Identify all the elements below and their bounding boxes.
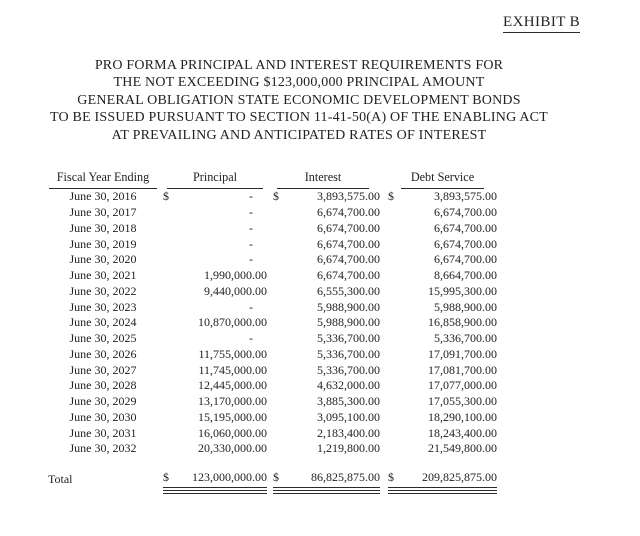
table-row bbox=[48, 378, 500, 394]
table-row bbox=[48, 362, 500, 378]
debt-service-value: 18,290,100.00 bbox=[428, 409, 497, 424]
fiscal-year-cell: June 30, 2024 bbox=[69, 315, 137, 330]
interest-cell bbox=[273, 315, 380, 330]
principal-cell bbox=[163, 252, 267, 267]
debt-service-cell bbox=[388, 300, 497, 315]
principal-value: 20,330,000.00 bbox=[198, 441, 267, 456]
table-row bbox=[48, 268, 500, 284]
total-label: Total bbox=[48, 471, 73, 486]
principal-cell bbox=[163, 237, 267, 252]
principal-cell bbox=[163, 363, 267, 378]
debt-service-value: 5,988,900.00 bbox=[434, 299, 497, 314]
interest-value: 5,336,700.00 bbox=[317, 362, 380, 377]
total-principal-cell bbox=[163, 470, 267, 494]
interest-value: 6,674,700.00 bbox=[317, 220, 380, 235]
table-row bbox=[48, 441, 500, 457]
fiscal-year-cell: June 30, 2028 bbox=[69, 378, 137, 393]
interest-value: 2,183,400.00 bbox=[317, 425, 380, 440]
principal-cell bbox=[163, 284, 267, 299]
fiscal-year-cell: June 30, 2016 bbox=[69, 189, 137, 204]
interest-cell bbox=[273, 300, 380, 315]
total-principal-value: 123,000,000.00 bbox=[192, 469, 267, 484]
title-line: GENERAL OBLIGATION STATE ECONOMIC DEVELOPMENT BONDS bbox=[77, 92, 521, 108]
column-header-debt-service: Debt Service bbox=[388, 170, 497, 187]
total-debt-service-cell bbox=[388, 470, 497, 494]
total-row bbox=[48, 470, 500, 494]
dollar-sign: $ bbox=[163, 469, 169, 484]
principal-value: 12,445,000.00 bbox=[198, 378, 267, 393]
interest-value: 6,674,700.00 bbox=[317, 268, 380, 283]
debt-service-cell bbox=[388, 237, 497, 252]
principal-cell bbox=[163, 300, 267, 315]
debt-service-value: 21,549,800.00 bbox=[428, 441, 497, 456]
principal-cell bbox=[163, 221, 267, 236]
debt-service-cell bbox=[388, 347, 497, 362]
fiscal-year-cell: June 30, 2027 bbox=[69, 362, 137, 377]
principal-value: 15,195,000.00 bbox=[198, 409, 267, 424]
interest-value: 6,555,300.00 bbox=[317, 283, 380, 298]
debt-service-value: 15,995,300.00 bbox=[428, 283, 497, 298]
interest-value: 6,674,700.00 bbox=[317, 252, 380, 267]
interest-cell bbox=[273, 237, 380, 252]
principal-value: - bbox=[249, 299, 253, 314]
interest-cell bbox=[273, 268, 380, 283]
table-row bbox=[48, 315, 500, 331]
fiscal-year-cell: June 30, 2029 bbox=[69, 394, 137, 409]
debt-service-table bbox=[48, 170, 500, 494]
debt-service-value: 18,243,400.00 bbox=[428, 425, 497, 440]
debt-service-cell bbox=[388, 378, 497, 393]
title-line: TO BE ISSUED PURSUANT TO SECTION 11-41-50(A) OF THE ENABLING ACT bbox=[50, 110, 548, 126]
interest-value: 5,988,900.00 bbox=[317, 315, 380, 330]
fiscal-year-cell: June 30, 2017 bbox=[69, 205, 137, 220]
interest-cell bbox=[273, 252, 380, 267]
column-header-interest: Interest bbox=[273, 170, 380, 187]
debt-service-value: 6,674,700.00 bbox=[434, 205, 497, 220]
debt-service-cell bbox=[388, 331, 497, 346]
debt-service-cell bbox=[388, 268, 497, 283]
debt-service-cell bbox=[388, 315, 497, 330]
interest-value: 5,336,700.00 bbox=[317, 346, 380, 361]
interest-value: 4,632,000.00 bbox=[317, 378, 380, 393]
debt-service-value: 17,055,300.00 bbox=[428, 394, 497, 409]
interest-value: 3,095,100.00 bbox=[317, 409, 380, 424]
interest-value: 3,893,575.00 bbox=[317, 189, 380, 204]
debt-service-value: 17,081,700.00 bbox=[428, 362, 497, 377]
table-row bbox=[48, 221, 500, 237]
fiscal-year-cell: June 30, 2030 bbox=[69, 409, 137, 424]
table-body bbox=[48, 189, 500, 457]
principal-value: 11,745,000.00 bbox=[198, 362, 267, 377]
fiscal-year-cell: June 30, 2020 bbox=[69, 252, 137, 267]
debt-service-value: 3,893,575.00 bbox=[434, 189, 497, 204]
principal-value: - bbox=[249, 331, 253, 346]
fiscal-year-cell: June 30, 2032 bbox=[69, 441, 137, 456]
double-rule bbox=[388, 490, 497, 494]
principal-cell bbox=[163, 441, 267, 456]
principal-cell bbox=[163, 331, 267, 346]
debt-service-value: 6,674,700.00 bbox=[434, 220, 497, 235]
principal-cell bbox=[163, 410, 267, 425]
principal-cell bbox=[163, 394, 267, 409]
principal-cell bbox=[163, 315, 267, 330]
fiscal-year-cell: June 30, 2022 bbox=[69, 283, 137, 298]
column-header-fiscal-year-ending: Fiscal Year Ending bbox=[48, 170, 158, 187]
title-line: PRO FORMA PRINCIPAL AND INTEREST REQUIREMENTS FOR bbox=[94, 58, 504, 73]
table-row bbox=[48, 410, 500, 426]
principal-cell bbox=[163, 378, 267, 393]
total-interest-cell bbox=[273, 470, 380, 494]
debt-service-value: 6,674,700.00 bbox=[434, 236, 497, 251]
table-header-row bbox=[48, 170, 500, 187]
dollar-sign: $ bbox=[273, 189, 279, 204]
debt-service-cell bbox=[388, 410, 497, 425]
interest-value: 1,219,800.00 bbox=[317, 441, 380, 456]
principal-cell bbox=[163, 205, 267, 220]
dollar-sign: $ bbox=[273, 469, 279, 484]
fiscal-year-cell: June 30, 2026 bbox=[69, 346, 137, 361]
interest-cell bbox=[273, 426, 380, 441]
fiscal-year-cell: June 30, 2025 bbox=[69, 331, 137, 346]
debt-service-cell bbox=[388, 394, 497, 409]
dollar-sign: $ bbox=[388, 189, 394, 204]
table-row bbox=[48, 299, 500, 315]
double-rule bbox=[273, 490, 380, 494]
column-header-principal: Principal bbox=[163, 170, 267, 187]
debt-service-cell bbox=[388, 221, 497, 236]
table-row bbox=[48, 425, 500, 441]
interest-cell bbox=[273, 363, 380, 378]
fiscal-year-cell: June 30, 2018 bbox=[69, 220, 137, 235]
interest-value: 6,674,700.00 bbox=[317, 236, 380, 251]
interest-value: 6,674,700.00 bbox=[317, 205, 380, 220]
debt-service-value: 17,091,700.00 bbox=[428, 346, 497, 361]
table-row bbox=[48, 189, 500, 205]
principal-value: 13,170,000.00 bbox=[198, 394, 267, 409]
principal-value: 10,870,000.00 bbox=[198, 315, 267, 330]
title-line: AT PREVAILING AND ANTICIPATED RATES OF INTEREST bbox=[111, 127, 487, 143]
principal-value: - bbox=[249, 220, 253, 235]
principal-cell bbox=[163, 426, 267, 441]
interest-cell bbox=[273, 378, 380, 393]
principal-value: 1,990,000.00 bbox=[204, 268, 267, 283]
principal-value: - bbox=[249, 189, 253, 204]
principal-value: 11,755,000.00 bbox=[198, 346, 267, 361]
interest-value: 3,885,300.00 bbox=[317, 394, 380, 409]
interest-cell bbox=[273, 394, 380, 409]
interest-cell bbox=[273, 441, 380, 456]
interest-cell bbox=[273, 284, 380, 299]
principal-value: - bbox=[249, 236, 253, 251]
document-title bbox=[0, 57, 598, 144]
double-rule bbox=[163, 490, 267, 494]
dollar-sign: $ bbox=[388, 469, 394, 484]
principal-value: 16,060,000.00 bbox=[198, 425, 267, 440]
table-row bbox=[48, 284, 500, 300]
total-interest-value: 86,825,875.00 bbox=[311, 469, 380, 484]
fiscal-year-cell: June 30, 2023 bbox=[69, 299, 137, 314]
interest-cell bbox=[273, 189, 380, 204]
interest-cell bbox=[273, 410, 380, 425]
exhibit-label: EXHIBIT B bbox=[503, 14, 580, 33]
fiscal-year-cell: June 30, 2031 bbox=[69, 425, 137, 440]
debt-service-value: 5,336,700.00 bbox=[434, 331, 497, 346]
debt-service-cell bbox=[388, 205, 497, 220]
interest-cell bbox=[273, 221, 380, 236]
debt-service-value: 16,858,900.00 bbox=[428, 315, 497, 330]
principal-cell bbox=[163, 268, 267, 283]
fiscal-year-cell: June 30, 2019 bbox=[69, 236, 137, 251]
principal-value: 9,440,000.00 bbox=[204, 283, 267, 298]
debt-service-cell bbox=[388, 426, 497, 441]
debt-service-cell bbox=[388, 363, 497, 378]
table-row bbox=[48, 394, 500, 410]
debt-service-value: 17,077,000.00 bbox=[428, 378, 497, 393]
title-line: THE NOT EXCEEDING $123,000,000 PRINCIPAL AMOUNT bbox=[113, 75, 485, 91]
debt-service-value: 6,674,700.00 bbox=[434, 252, 497, 267]
interest-value: 5,988,900.00 bbox=[317, 299, 380, 314]
debt-service-cell bbox=[388, 284, 497, 299]
fiscal-year-cell: June 30, 2021 bbox=[69, 268, 137, 283]
table-row bbox=[48, 252, 500, 268]
dollar-sign: $ bbox=[163, 189, 169, 204]
debt-service-cell bbox=[388, 252, 497, 267]
interest-cell bbox=[273, 205, 380, 220]
interest-value: 5,336,700.00 bbox=[317, 331, 380, 346]
table-row bbox=[48, 331, 500, 347]
principal-value: - bbox=[249, 205, 253, 220]
table-row bbox=[48, 205, 500, 221]
interest-cell bbox=[273, 331, 380, 346]
principal-cell bbox=[163, 189, 267, 204]
principal-cell bbox=[163, 347, 267, 362]
debt-service-cell bbox=[388, 189, 497, 204]
interest-cell bbox=[273, 347, 380, 362]
principal-value: - bbox=[249, 252, 253, 267]
debt-service-cell bbox=[388, 441, 497, 456]
debt-service-value: 8,664,700.00 bbox=[434, 268, 497, 283]
total-debt-service-value: 209,825,875.00 bbox=[422, 469, 497, 484]
table-row bbox=[48, 236, 500, 252]
table-row bbox=[48, 347, 500, 363]
